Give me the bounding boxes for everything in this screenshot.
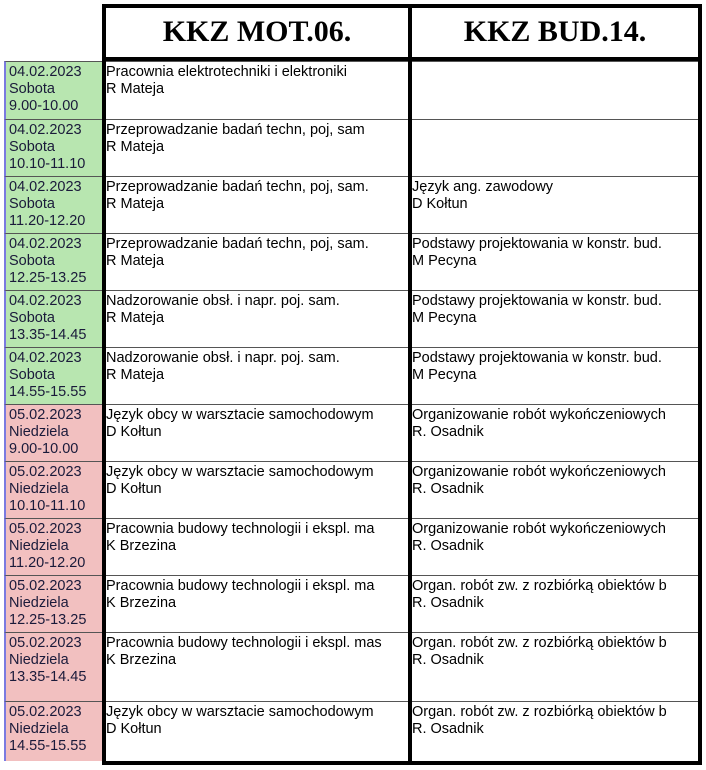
table-bottom-border: [104, 761, 702, 765]
date-cell-date: 04.02.2023: [9, 179, 82, 195]
lesson-cell-bud: [410, 290, 700, 347]
date-cell-day: Sobota: [9, 367, 55, 383]
lesson-teacher: K Brzezina: [106, 595, 177, 611]
lesson-cell-bud: [410, 701, 700, 761]
lesson-subject: Język obcy w warsztacie samochodowym: [106, 464, 374, 480]
lesson-cell-mot: [104, 404, 410, 461]
lesson-subject: Przeprowadzanie badań techn, poj, sam.: [106, 179, 369, 195]
lesson-cell-mot: [104, 701, 410, 761]
date-cell: [4, 61, 104, 119]
date-cell: [4, 233, 104, 290]
lesson-subject: Pracownia budowy technologii i ekspl. mas: [106, 635, 382, 651]
lesson-teacher: D Kołtun: [106, 721, 162, 737]
lesson-teacher: R. Osadnik: [412, 721, 484, 737]
lesson-cell-bud: [410, 176, 700, 233]
lesson-subject: Organ. robót zw. z rozbiórką obiektów b: [412, 704, 667, 720]
date-cell-date: 04.02.2023: [9, 236, 82, 252]
date-cell: [4, 701, 104, 761]
lesson-subject: Przeprowadzanie badań techn, poj, sam.: [106, 236, 369, 252]
lesson-subject: Pracownia budowy technologii i ekspl. ma: [106, 521, 375, 537]
date-cell-date: 05.02.2023: [9, 464, 82, 480]
date-cell: [4, 290, 104, 347]
lesson-cell-mot: [104, 119, 410, 176]
header-top-border: [104, 4, 702, 8]
date-cell-date: 05.02.2023: [9, 407, 82, 423]
date-cell-time: 10.10-11.10: [9, 156, 86, 172]
lesson-cell-bud: [410, 518, 700, 575]
date-cell: [4, 176, 104, 233]
lesson-teacher: R Mateja: [106, 139, 165, 155]
date-cell-time: 12.25-13.25: [9, 270, 87, 286]
lesson-cell-mot: [104, 518, 410, 575]
lesson-subject: Organizowanie robót wykończeniowych: [412, 464, 666, 480]
lesson-cell-mot: [104, 233, 410, 290]
lesson-subject: Organizowanie robót wykończeniowych: [412, 521, 666, 537]
lesson-teacher: M Pecyna: [412, 253, 477, 269]
column-divider-left: [102, 4, 106, 765]
lesson-teacher: D Kołtun: [106, 481, 162, 497]
date-cell-day: Sobota: [9, 81, 55, 97]
date-cell: [4, 347, 104, 404]
lesson-teacher: R. Osadnik: [412, 424, 484, 440]
date-cell: [4, 119, 104, 176]
date-cell-time: 9.00-10.00: [9, 98, 79, 114]
lesson-cell-bud: [410, 461, 700, 518]
lesson-subject: Podstawy projektowania w konstr. bud.: [412, 293, 662, 309]
lesson-teacher: R. Osadnik: [412, 538, 484, 554]
column-divider-middle: [408, 4, 412, 765]
lesson-teacher: R Mateja: [106, 196, 165, 212]
date-cell-date: 05.02.2023: [9, 521, 82, 537]
date-cell: [4, 575, 104, 632]
date-cell-date: 04.02.2023: [9, 350, 82, 366]
date-cell: [4, 518, 104, 575]
date-cell-time: 10.10-11.10: [9, 498, 86, 514]
date-cell-date: 05.02.2023: [9, 578, 82, 594]
date-cell-date: 05.02.2023: [9, 635, 82, 651]
date-cell-date: 05.02.2023: [9, 704, 82, 720]
date-cell: [4, 461, 104, 518]
lesson-subject: Organizowanie robót wykończeniowych: [412, 407, 666, 423]
lesson-teacher: R Mateja: [106, 367, 165, 383]
lesson-subject: Pracownia elektrotechniki i elektroniki: [106, 64, 347, 80]
lesson-cell-mot: [104, 461, 410, 518]
lesson-cell-mot: [104, 575, 410, 632]
lesson-cell-mot: [104, 347, 410, 404]
lesson-cell-bud: [410, 404, 700, 461]
lesson-subject: Organ. robót zw. z rozbiórką obiektów b: [412, 578, 667, 594]
date-cell-day: Niedziela: [9, 424, 69, 440]
lesson-subject: Język obcy w warsztacie samochodowym: [106, 704, 374, 720]
lesson-subject: Przeprowadzanie badań techn, poj, sam: [106, 122, 365, 138]
lesson-cell-bud: [410, 61, 700, 119]
lesson-cell-bud: [410, 233, 700, 290]
date-cell-time: 14.55-15.55: [9, 384, 87, 400]
date-cell-date: 04.02.2023: [9, 64, 82, 80]
header-bottom-border: [104, 57, 702, 61]
lesson-subject: Pracownia budowy technologii i ekspl. ma: [106, 578, 375, 594]
lesson-teacher: M Pecyna: [412, 367, 477, 383]
lesson-subject: Podstawy projektowania w konstr. bud.: [412, 350, 662, 366]
date-cell-day: Sobota: [9, 310, 55, 326]
lesson-teacher: R. Osadnik: [412, 481, 484, 497]
lesson-subject: Nadzorowanie obsł. i napr. poj. sam.: [106, 293, 340, 309]
lesson-cell-mot: [104, 61, 410, 119]
lesson-subject: Podstawy projektowania w konstr. bud.: [412, 236, 662, 252]
lesson-teacher: R Mateja: [106, 81, 165, 97]
date-cell-day: Niedziela: [9, 538, 69, 554]
date-cell-day: Niedziela: [9, 595, 69, 611]
date-cell-date: 04.02.2023: [9, 122, 82, 138]
date-cell-day: Sobota: [9, 196, 55, 212]
lesson-teacher: R Mateja: [106, 253, 165, 269]
date-cell-day: Sobota: [9, 139, 55, 155]
date-cell-time: 11.20-12.20: [9, 213, 86, 229]
date-cell-date: 04.02.2023: [9, 293, 82, 309]
column-divider-right: [698, 4, 702, 765]
lesson-teacher: K Brzezina: [106, 652, 177, 668]
lesson-cell-bud: [410, 347, 700, 404]
lesson-teacher: K Brzezina: [106, 538, 177, 554]
lesson-cell-bud: [410, 119, 700, 176]
date-cell-day: Niedziela: [9, 481, 69, 497]
lesson-subject: Organ. robót zw. z rozbiórką obiektów b: [412, 635, 667, 651]
header-kkz-bud: KKZ BUD.14.: [463, 14, 647, 48]
lesson-subject: Nadzorowanie obsł. i napr. poj. sam.: [106, 350, 340, 366]
date-cell-day: Sobota: [9, 253, 55, 269]
lesson-teacher: R. Osadnik: [412, 595, 484, 611]
lesson-subject: Język obcy w warsztacie samochodowym: [106, 407, 374, 423]
lesson-teacher: R. Osadnik: [412, 652, 484, 668]
date-cell: [4, 404, 104, 461]
date-cell-day: Niedziela: [9, 721, 69, 737]
date-cell-day: Niedziela: [9, 652, 69, 668]
date-cell: [4, 632, 104, 701]
date-cell-time: 11.20-12.20: [9, 555, 86, 571]
lesson-teacher: D Kołtun: [106, 424, 162, 440]
lesson-cell-mot: [104, 632, 410, 701]
date-cell-time: 14.55-15.55: [9, 738, 87, 754]
date-cell-time: 13.35-14.45: [9, 327, 87, 343]
lesson-teacher: M Pecyna: [412, 310, 477, 326]
lesson-teacher: R Mateja: [106, 310, 165, 326]
date-cell-time: 12.25-13.25: [9, 612, 87, 628]
lesson-teacher: D Kołtun: [412, 196, 468, 212]
lesson-subject: Język ang. zawodowy: [412, 179, 554, 195]
header-kkz-mot: KKZ MOT.06.: [162, 14, 352, 48]
date-cell-time: 13.35-14.45: [9, 669, 87, 685]
lesson-cell-bud: [410, 575, 700, 632]
lesson-cell-mot: [104, 290, 410, 347]
date-cell-time: 9.00-10.00: [9, 441, 79, 457]
lesson-cell-bud: [410, 632, 700, 701]
lesson-cell-mot: [104, 176, 410, 233]
header-blank-cell: [0, 4, 104, 59]
